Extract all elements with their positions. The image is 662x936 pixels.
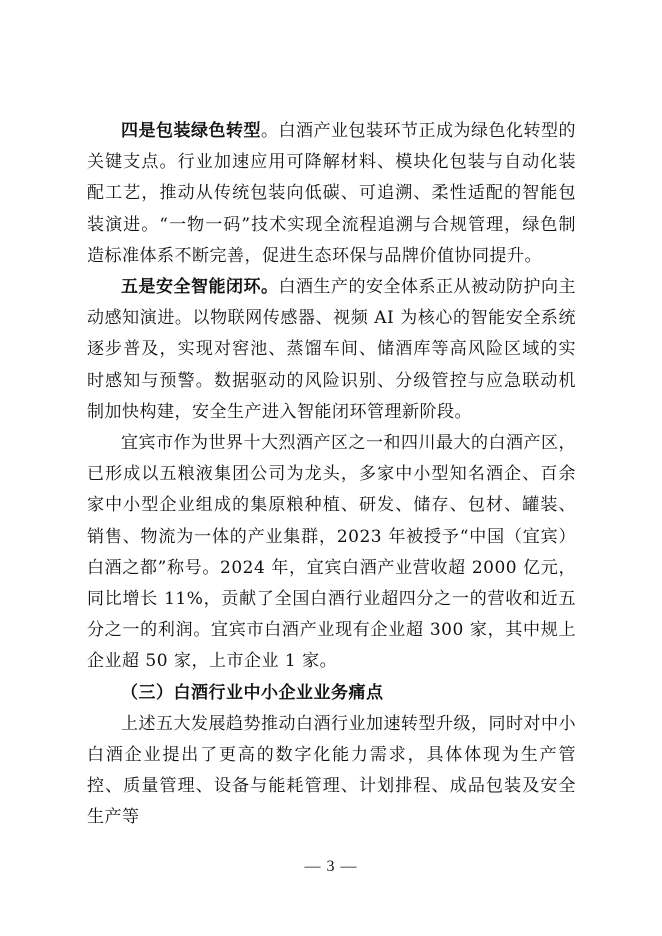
paragraph-safety	[87, 272, 576, 428]
paragraph-text-safety: 白酒生产的安全体系正从被动防护向主动感知演进。以物联网传感器、视频 AI 为核心的智能安全系统逐步普及，实现对窖池、蒸馏车间、储酒库等高风险区域的实时感知与预警。数据驱动的风险识别、分级管控与应急联动机制加快构建，安全生产进入智能闭环管理新阶段。	[87, 277, 576, 422]
page-number: — 3 —	[304, 858, 358, 875]
body-text	[87, 116, 576, 834]
paragraph-lead-packaging: 四是包装绿色转型	[121, 121, 261, 141]
paragraph-packaging	[87, 116, 576, 272]
paragraph-text-summary: 上述五大发展趋势推动白酒行业加速转型升级，同时对中小白酒企业提出了更高的数字化能力需求，具体体现为生产管控、质量管理、设备与能耗管理、计划排程、成品包装及安全生产等	[87, 713, 576, 828]
paragraph-text-packaging: 。白酒产业包装环节正成为绿色化转型的关键支点。行业加速应用可降解材料、模块化包装与自动化装配工艺，推动从传统包装向低碳、可追溯、柔性适配的智能包装演进。“一物一码”技术实现全流程追溯与合规管理，绿色制造标准体系不断完善，促进生态环保与品牌价值协同提升。	[87, 121, 576, 266]
paragraph-lead-safety: 五是安全智能闭环。	[121, 277, 279, 298]
section-heading: （三）白酒行业中小企业业务痛点	[121, 682, 384, 703]
paragraph-yibin	[87, 428, 576, 678]
paragraph-text-yibin: 宜宾市作为世界十大烈酒产区之一和四川最大的白酒产区，已形成以五粮液集团公司为龙头，多家中小型知名酒企、百余家中小型企业组成的集原粮种植、研发、储存、包材、罐装、销售、物流为一体的产业集群，2023 年被授予“中国（宜宾）白酒之都”称号。2024 年，宜宾白酒产业营收超 2000 亿元，同比增长 11%，贡献了全国白酒行业超四分之一的营收和近五分之一的利润。宜宾市白酒产业现有企业超 300 家，其中规上企业超 50 家，上市企业 1 家。	[87, 433, 576, 672]
paragraph-summary	[87, 709, 576, 834]
